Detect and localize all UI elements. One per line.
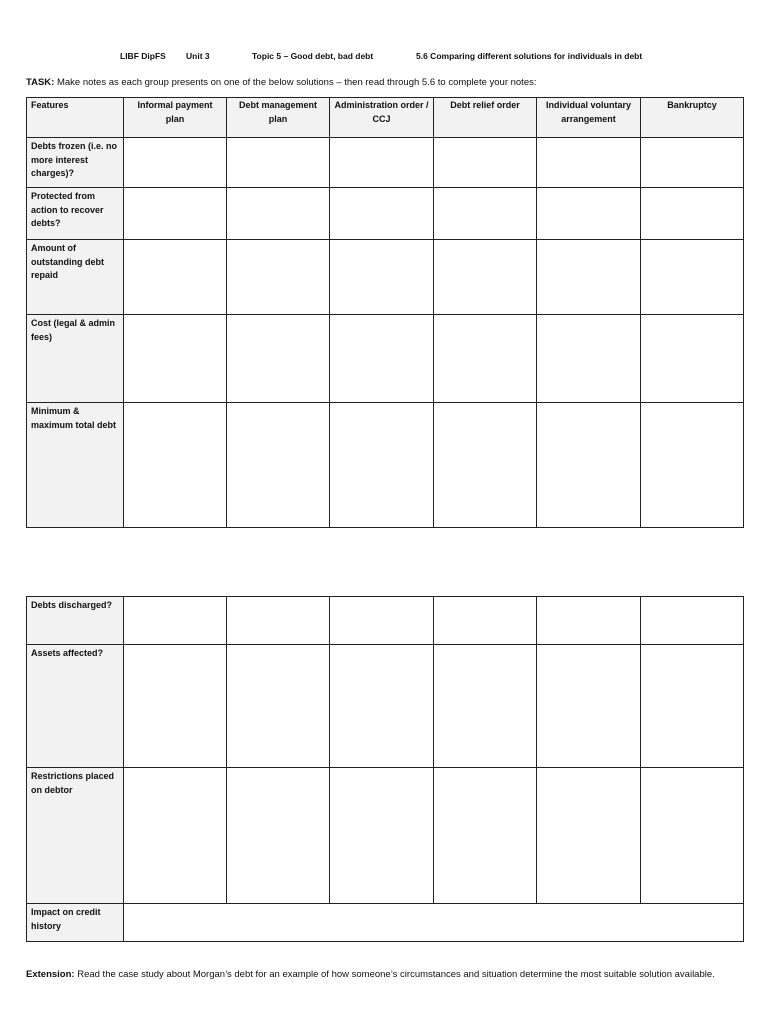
row-label-restrictions: Restrictions placed on debtor [27,768,124,904]
table-row [27,403,744,528]
header-bankruptcy: Bankruptcy [641,98,744,138]
table-row [27,597,744,645]
table-row [27,768,744,904]
note-cell[interactable] [227,597,330,645]
note-cell[interactable] [330,403,434,528]
note-cell[interactable] [124,315,227,403]
note-cell[interactable] [641,188,744,240]
row-label-protected: Protected from action to recover debts? [27,188,124,240]
note-cell[interactable] [537,138,641,188]
row-label-debts-discharged: Debts discharged? [27,597,124,645]
note-cell[interactable] [434,597,537,645]
note-cell[interactable] [537,403,641,528]
note-cell[interactable] [227,768,330,904]
header-features: Features [27,98,124,138]
row-label-assets-affected: Assets affected? [27,645,124,768]
note-cell[interactable] [641,240,744,315]
note-cell[interactable] [124,138,227,188]
note-cell[interactable] [227,403,330,528]
table-header-row [27,98,744,138]
header-course: LIBF DipFS [120,51,166,61]
table-row [27,240,744,315]
note-cell[interactable] [434,188,537,240]
note-cell[interactable] [537,645,641,768]
note-cell[interactable] [330,188,434,240]
note-cell[interactable] [124,597,227,645]
table-row [27,138,744,188]
header-unit: Unit 3 [186,51,210,61]
row-label-amount-repaid: Amount of outstanding debt repaid [27,240,124,315]
header-topic: Topic 5 – Good debt, bad debt [252,51,374,61]
note-cell[interactable] [641,645,744,768]
note-cell[interactable] [227,138,330,188]
note-cell[interactable] [434,768,537,904]
note-cell[interactable] [124,403,227,528]
task-instructions [26,77,742,88]
note-cell[interactable] [227,645,330,768]
note-cell[interactable] [641,315,744,403]
note-cell[interactable] [227,188,330,240]
note-cell[interactable] [330,138,434,188]
note-cell[interactable] [434,403,537,528]
extension-text: Read the case study about Morgan’s debt for an example of how someone’s circumstances and situation determine the most suitable solution available. [74,969,715,980]
note-cell[interactable] [641,403,744,528]
header-iva: Individual voluntary arrangement [537,98,641,138]
task-label: TASK: [26,77,55,88]
header-administration-order: Administration order / CCJ [330,98,434,138]
note-cell[interactable] [330,597,434,645]
note-cell[interactable] [434,645,537,768]
note-cell[interactable] [537,597,641,645]
table-row [27,188,744,240]
table-row [27,645,744,768]
comparison-table-1 [26,97,744,528]
note-cell[interactable] [537,315,641,403]
note-cell[interactable] [124,188,227,240]
extension-label: Extension: [26,969,75,980]
note-cell[interactable] [434,240,537,315]
header-debt-management-plan: Debt management plan [227,98,330,138]
note-cell[interactable] [124,240,227,315]
note-cell[interactable] [330,315,434,403]
note-cell-wide[interactable] [124,904,744,942]
note-cell[interactable] [330,768,434,904]
row-label-debts-frozen: Debts frozen (i.e. no more interest charges)? [27,138,124,188]
row-label-credit-history: Impact on credit history [27,904,124,942]
note-cell[interactable] [434,315,537,403]
note-cell[interactable] [227,315,330,403]
note-cell[interactable] [434,138,537,188]
note-cell[interactable] [227,240,330,315]
note-cell[interactable] [537,768,641,904]
note-cell[interactable] [641,597,744,645]
header-debt-relief-order: Debt relief order [434,98,537,138]
row-label-cost: Cost (legal & admin fees) [27,315,124,403]
note-cell[interactable] [537,240,641,315]
extension-note [26,967,742,983]
note-cell[interactable] [537,188,641,240]
table-row [27,315,744,403]
note-cell[interactable] [330,645,434,768]
note-cell[interactable] [124,645,227,768]
note-cell[interactable] [124,768,227,904]
row-label-min-max-debt: Minimum & maximum total debt [27,403,124,528]
note-cell[interactable] [641,138,744,188]
document-header [0,51,768,65]
comparison-table-2 [26,596,744,942]
note-cell[interactable] [330,240,434,315]
header-section: 5.6 Comparing different solutions for individuals in debt [416,51,643,61]
task-text: Make notes as each group presents on one of the below solutions – then read through 5.6 to complete your notes: [54,77,537,88]
header-informal-payment-plan: Informal payment plan [124,98,227,138]
table-row [27,904,744,942]
note-cell[interactable] [641,768,744,904]
